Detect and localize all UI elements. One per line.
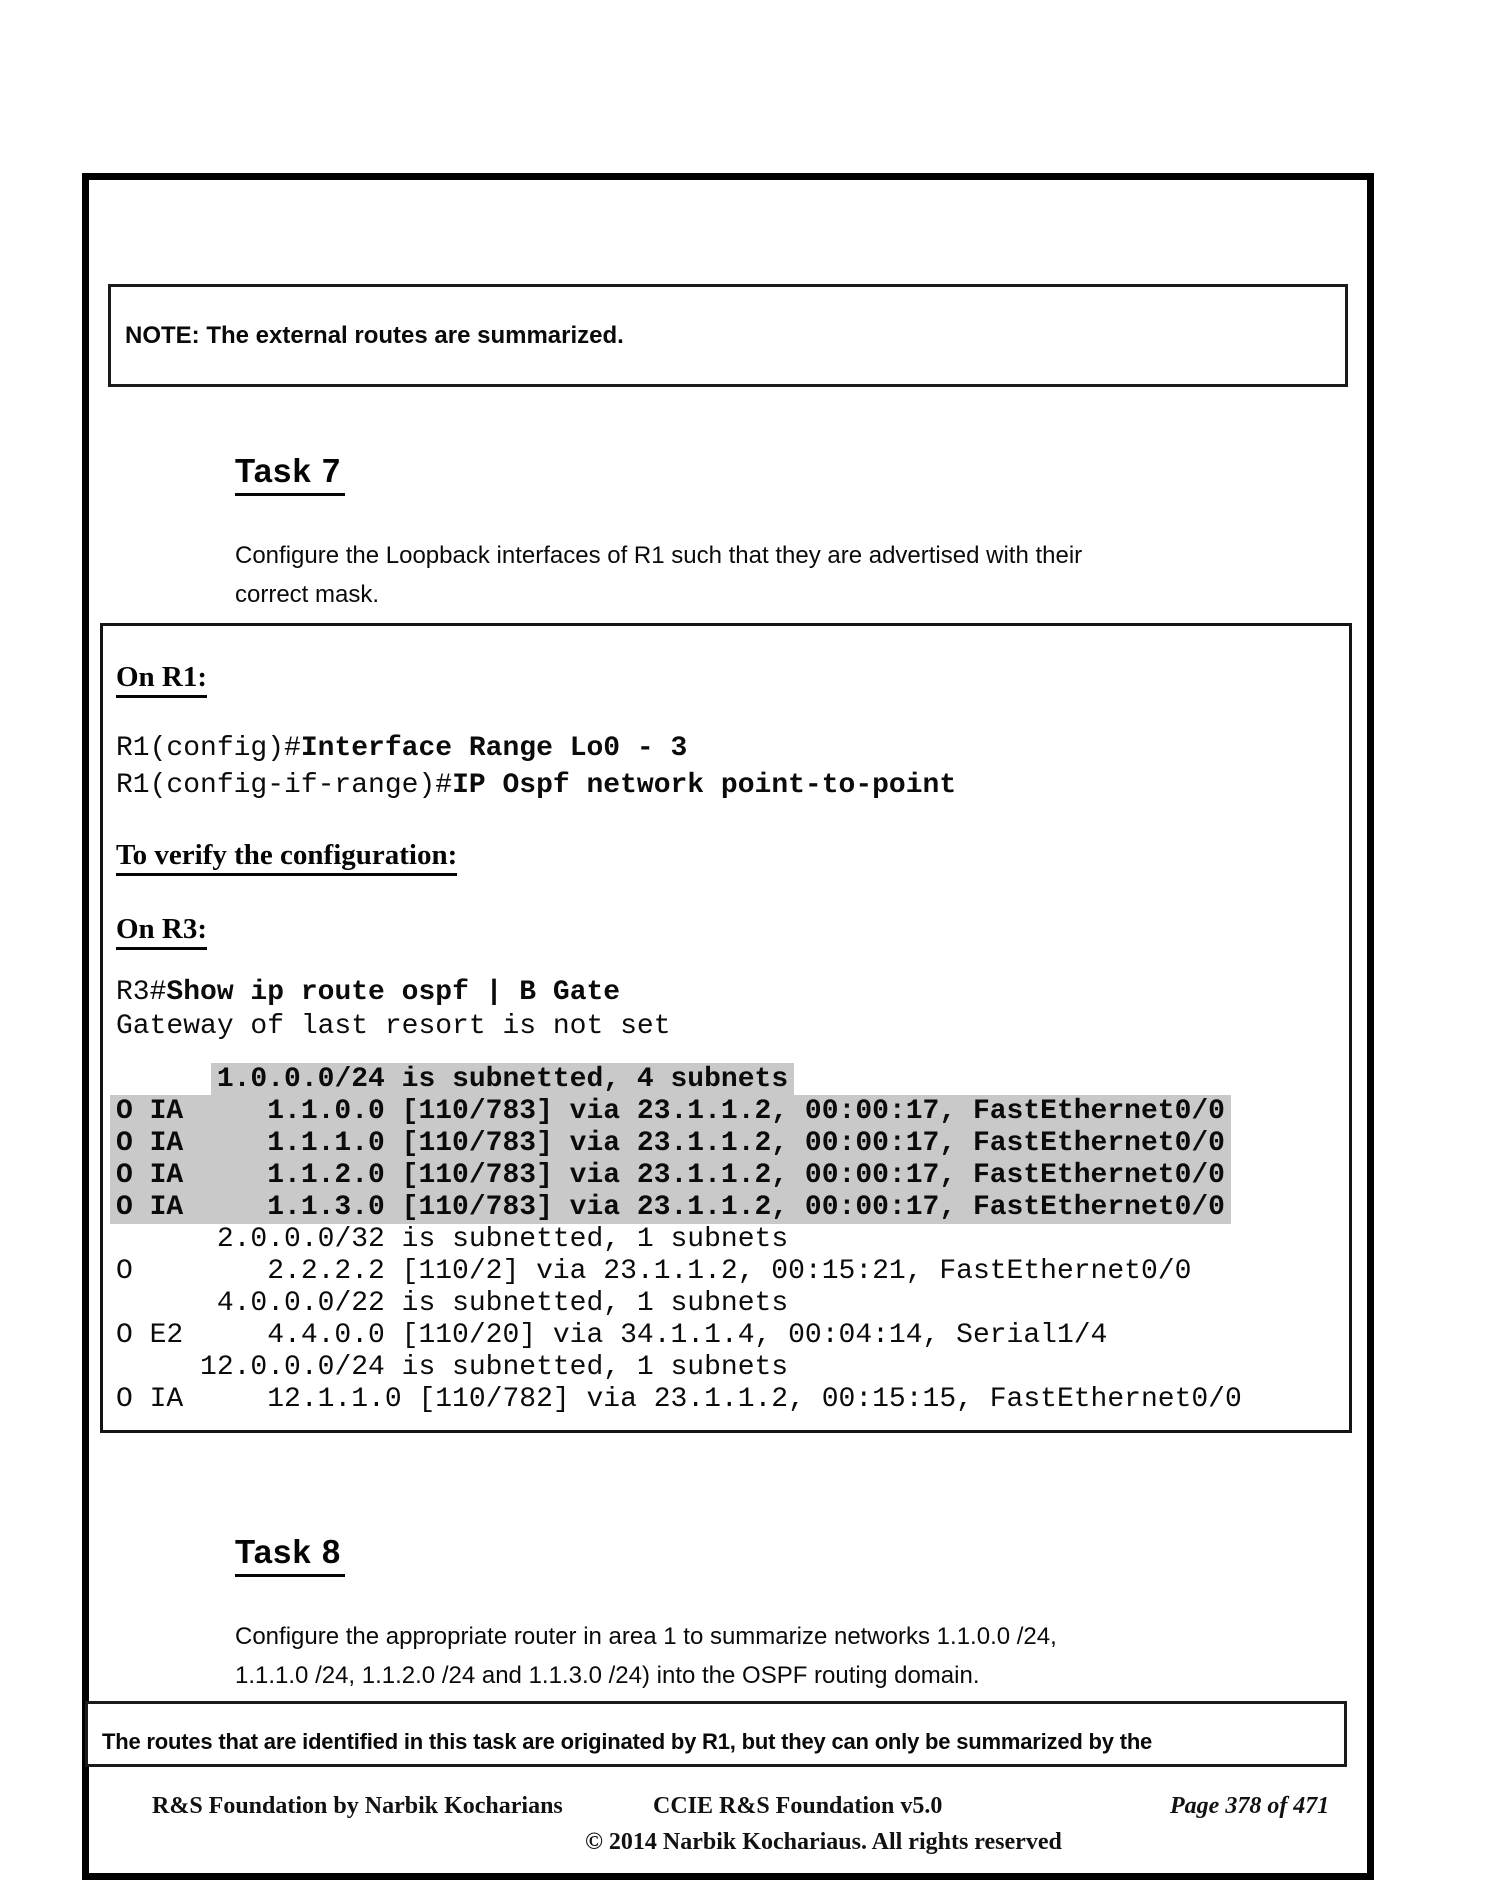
note-text: The routes that are identified in this task are originated by R1, but they can only be summarized by the xyxy=(102,1729,1153,1754)
config-commands xyxy=(116,730,1349,804)
verify-heading-text: To verify the configuration: xyxy=(116,838,457,876)
route-line xyxy=(116,1320,1349,1352)
route-line xyxy=(116,1096,1349,1128)
config-command-text: IP Ospf network point-to-point xyxy=(452,770,957,801)
route-line-highlighted-text: O IA 1.1.0.0 [110/783] via 23.1.1.2, 00:00:17, FastEthernet0/0 xyxy=(110,1095,1231,1128)
route-line xyxy=(116,1256,1349,1288)
note-box-summarization xyxy=(85,1701,1347,1767)
footer-page-number: Page 378 of 471 xyxy=(1170,1793,1330,1819)
task7-body: Configure the Loopback interfaces of R1 such that they are advertised with their correct mask. xyxy=(235,542,1083,608)
route-line xyxy=(116,1064,1349,1096)
config-command-line xyxy=(116,730,1349,767)
on-r3-heading-text: On R3: xyxy=(116,912,207,950)
route-line-highlighted-text: O IA 1.1.2.0 [110/783] via 23.1.1.2, 00:00:17, FastEthernet0/0 xyxy=(110,1159,1231,1192)
route-line-highlighted-text: O IA 1.1.1.0 [110/783] via 23.1.1.2, 00:00:17, FastEthernet0/0 xyxy=(110,1127,1231,1160)
route-line xyxy=(116,1192,1349,1224)
on-r1-heading xyxy=(116,660,1349,698)
task7-heading: Task 7 xyxy=(235,452,345,496)
gateway-line: Gateway of last resort is not set xyxy=(116,1011,671,1042)
config-command-text: Interface Range Lo0 - 3 xyxy=(300,733,688,764)
route-line-text: 4.0.0.0/22 is subnetted, 1 subnets xyxy=(216,1288,789,1319)
task7-section xyxy=(235,452,1125,614)
route-line xyxy=(116,1384,1349,1416)
router-prompt: R1(config)# xyxy=(116,733,301,764)
router-prompt: R3# xyxy=(116,977,167,1008)
note-text: NOTE: The external routes are summarized. xyxy=(125,321,624,349)
router-prompt: R1(config-if-range)# xyxy=(116,770,453,801)
task8-heading: Task 8 xyxy=(235,1533,345,1577)
route-line-highlighted-text: O IA 1.1.3.0 [110/783] via 23.1.1.2, 00:00:17, FastEthernet0/0 xyxy=(110,1191,1231,1224)
on-r3-heading xyxy=(116,912,1349,950)
route-line xyxy=(116,1128,1349,1160)
route-line xyxy=(116,1352,1349,1384)
footer-course-title: CCIE R&S Foundation v5.0 xyxy=(653,1793,943,1819)
on-r1-heading-text: On R1: xyxy=(116,660,207,698)
note-box-external-routes xyxy=(108,284,1348,387)
route-line-text: 2.0.0.0/32 is subnetted, 1 subnets xyxy=(216,1224,789,1255)
route-line xyxy=(116,1160,1349,1192)
route-line-text: O 2.2.2.2 [110/2] via 23.1.1.2, 00:15:21, FastEthernet0/0 xyxy=(116,1256,1192,1287)
footer-book-title: R&S Foundation by Narbik Kocharians xyxy=(152,1793,563,1819)
task8-body: Configure the appropriate router in area 1 to summarize networks 1.1.0.0 /24, 1.1.1.0 /24, 1.1.2.0 /24 and 1.1.3.0 /24) into the OSPF routing domain. xyxy=(235,1623,1057,1689)
console-output xyxy=(116,1064,1349,1416)
route-line-text: O E2 4.4.0.0 [110/20] via 34.1.1.4, 00:04:14, Serial1/4 xyxy=(116,1320,1108,1351)
route-line xyxy=(116,1224,1349,1256)
route-line-highlighted-text: 1.0.0.0/24 is subnetted, 4 subnets xyxy=(211,1063,794,1096)
route-line-text: 12.0.0.0/24 is subnetted, 1 subnets xyxy=(200,1352,789,1383)
footer-copyright: © 2014 Narbik Kochariaus. All rights reserved xyxy=(585,1829,1062,1855)
task8-section xyxy=(235,1533,1125,1695)
config-command-line xyxy=(116,767,1349,804)
verify-heading xyxy=(116,838,1349,876)
show-command-text: Show ip route ospf | B Gate xyxy=(166,977,621,1008)
show-command-block xyxy=(116,976,1349,1044)
route-line xyxy=(116,1288,1349,1320)
route-line-text: O IA 12.1.1.0 [110/782] via 23.1.1.2, 00:15:15, FastEthernet0/0 xyxy=(116,1384,1242,1415)
show-command-line xyxy=(116,976,1349,1010)
console-box xyxy=(100,623,1352,1433)
